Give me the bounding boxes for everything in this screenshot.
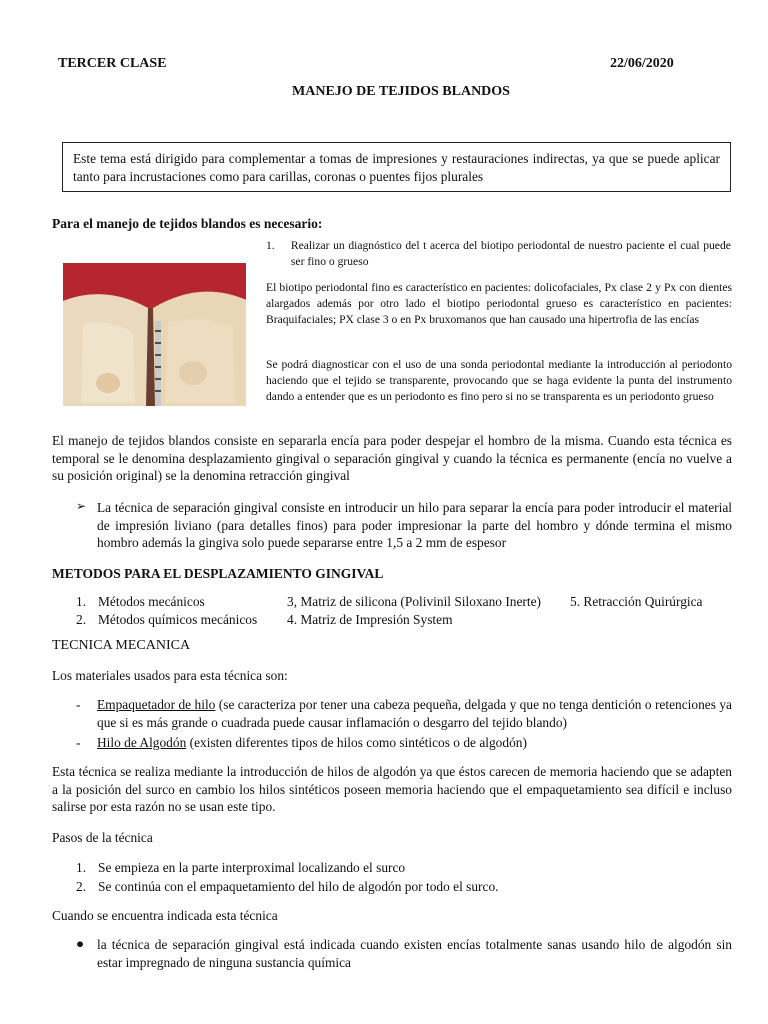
bullet-icon: ● bbox=[76, 936, 85, 951]
item-diagnostico bbox=[266, 238, 732, 270]
metodo-3: 3, Matriz de silicona (Polivinil Siloxano Inerte) bbox=[287, 594, 541, 609]
separacion-item: La técnica de separación gingival consiste en introducir un hilo para separar la encía para poder introducir el material de impresión liviano (para detalles finos) para poder impresionar la parte del hombro y dónde termina el mismo hombro además la gingiva solo puede separarse entre 1,5 a 2 mm de espesor bbox=[97, 500, 732, 551]
dash-icon: - bbox=[76, 735, 81, 750]
paso-1 bbox=[76, 859, 405, 877]
periodontal-probe-photo bbox=[63, 263, 246, 406]
list-number: 1. bbox=[76, 594, 87, 609]
term: Empaquetador de hilo bbox=[97, 697, 216, 712]
class-label: TERCER CLASE bbox=[58, 56, 167, 71]
metodo-5: 5. Retracción Quirúrgica bbox=[570, 594, 703, 609]
metodo-1 bbox=[76, 593, 205, 611]
list-text: Métodos químicos mecánicos bbox=[98, 612, 258, 627]
tecnica-heading: TECNICA MECANICA bbox=[52, 638, 191, 653]
intro-box: Este tema está dirigido para complementar a tomas de impresiones y restauraciones indirectas, ya que se puede aplicar tanto para incrustaciones como para carillas, coronas o puentes fijos plurales bbox=[62, 142, 731, 192]
list-text: Se empieza en la parte interproximal localizando el surco bbox=[98, 860, 406, 875]
date-label: 22/06/2020 bbox=[610, 56, 674, 71]
list-number: 2. bbox=[76, 879, 87, 894]
page-title: MANEJO DE TEJIDOS BLANDOS bbox=[292, 84, 510, 99]
indicacion-item: la técnica de separación gingival está indicada cuando existen encías totalmente sanas usando hilo de algodón sin estar impregnado de ninguna sustancia química bbox=[97, 937, 732, 970]
biotipo-paragraph: El biotipo periodontal fino es característico en pacientes: dolicofaciales, Px clase 2 y Px con dientes alargados además por otro lado el biotipo periodontal grueso es característico en pacientes: Braquifaciales; PX clase 3 o en Px bruxomanos que han causado una hipertrofia de las encías bbox=[266, 281, 732, 326]
term-description: (existen diferentes tipos de hilos como sintéticos o de algodón) bbox=[186, 735, 527, 750]
metodo-4: 4. Matriz de Impresión System bbox=[287, 612, 453, 627]
paso-2 bbox=[76, 878, 499, 896]
list-number: 1. bbox=[76, 860, 87, 875]
materiales-intro: Los materiales usados para esta técnica son: bbox=[52, 668, 288, 683]
dash-icon: - bbox=[76, 697, 81, 712]
cuando-label: Cuando se encuentra indicada esta técnica bbox=[52, 908, 278, 923]
sonda-paragraph: Se podrá diagnosticar con el uso de una sonda periodontal mediante la introducción al periodonto haciendo que el tejido se transparente, provocando que se haga evidente la punta del instrumento dando a entender que es un periodonto es fino pero si no se transparenta es un periodonto grueso bbox=[266, 358, 732, 403]
term: Hilo de Algodón bbox=[97, 735, 187, 750]
empaquetador-item bbox=[97, 696, 732, 731]
arrow-bullet-icon: ➢ bbox=[76, 499, 87, 513]
list-number: 2. bbox=[76, 612, 87, 627]
hilo-item bbox=[97, 734, 732, 752]
item-number: 1. bbox=[266, 239, 275, 252]
manejo-paragraph: El manejo de tejidos blandos consiste en separarla encía para poder despejar el hombro de la misma. Cuando esta técnica es temporal se le denomina desplazamiento gingival o separación gingival y cuando la técnica es permanente (encía no vuelve a su posición original) se la denomina retracción gingival bbox=[52, 433, 732, 484]
teeth-illustration bbox=[63, 263, 246, 406]
list-text: Métodos mecánicos bbox=[98, 594, 205, 609]
pasos-label: Pasos de la técnica bbox=[52, 830, 153, 845]
metodos-heading: METODOS PARA EL DESPLAZAMIENTO GINGIVAL bbox=[52, 566, 384, 581]
term-description: (se caracteriza por tener una cabeza pequeña, delgada y que no tenga dentición o retenciones ya que si es más grande o cuadrada puede causar inflamación o desgarro del tejido blando) bbox=[97, 697, 732, 730]
section-heading-necesario: Para el manejo de tejidos blandos es necesario: bbox=[52, 216, 323, 231]
item-text: Realizar un diagnóstico del t acerca del biotipo periodontal de nuestro paciente el cual puede ser fino o grueso bbox=[290, 239, 731, 268]
tecnica-paragraph: Esta técnica se realiza mediante la introducción de hilos de algodón ya que éstos carecen de memoria haciendo que se adapten a la posición del surco en cambio los hilos sintéticos poseen memoria haciendo que el empaquetamiento sea difícil e incluso salirse por esta razón no se usan este tipo. bbox=[52, 764, 732, 815]
metodo-2 bbox=[76, 611, 257, 629]
list-text: Se continúa con el empaquetamiento del hilo de algodón por todo el surco. bbox=[98, 879, 499, 894]
